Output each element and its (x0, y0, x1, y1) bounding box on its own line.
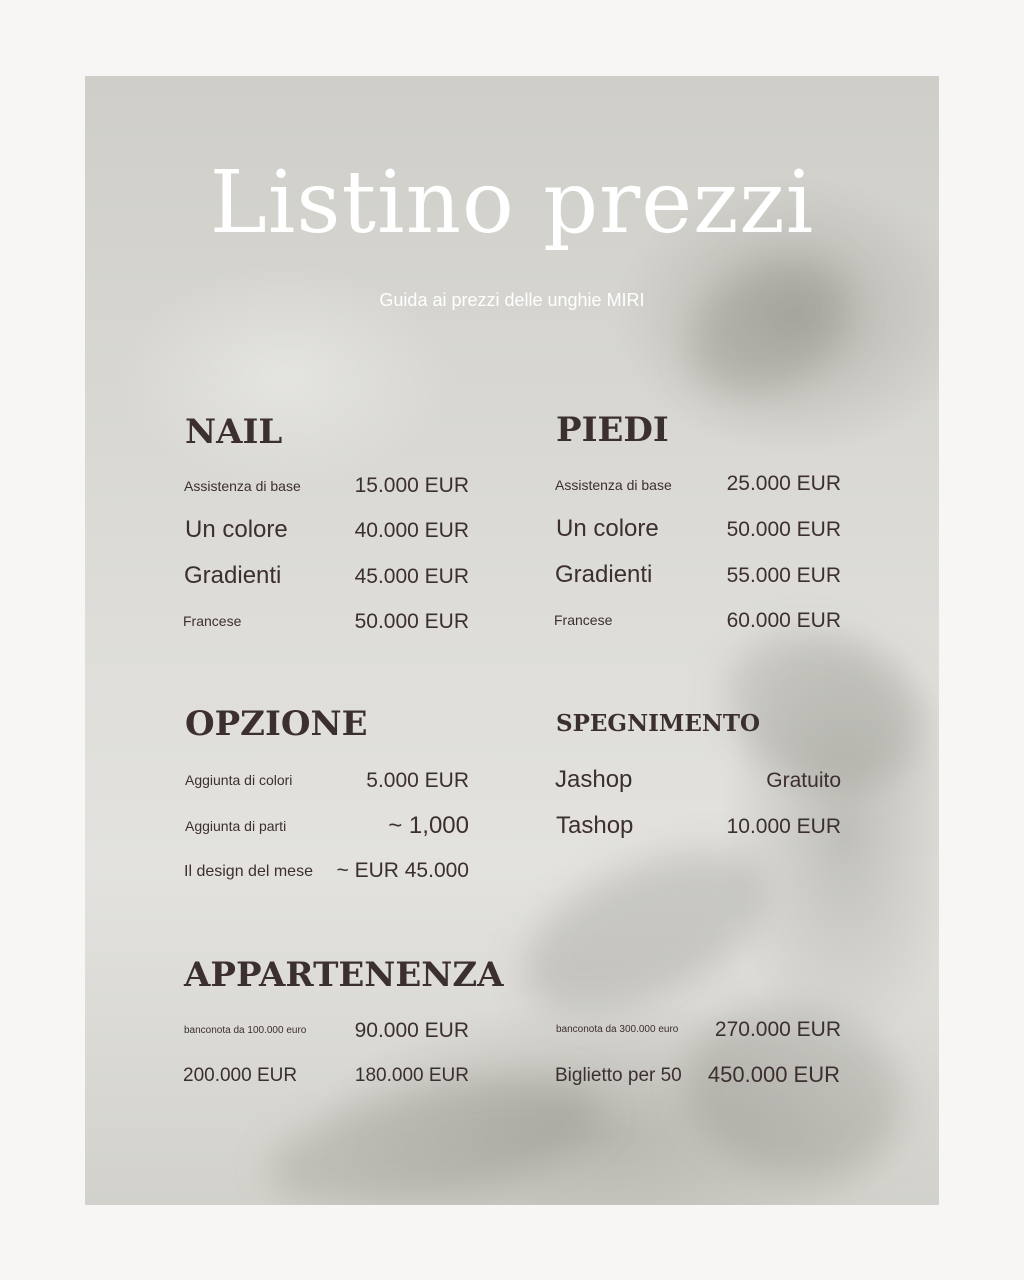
nail-item-price: 40.000 EUR (354, 519, 469, 542)
spegnimento-item-price: 10.000 EUR (726, 815, 841, 838)
page-title: Listino prezzi (209, 153, 815, 253)
nail-item-price: 45.000 EUR (354, 565, 469, 588)
nail-item-label: Un colore (185, 516, 288, 543)
opzione-item-price: ~ 1,000 (388, 812, 469, 839)
opzione-item-price: ~ EUR 45.000 (336, 859, 469, 882)
appartenenza-item-label: Biglietto per 50 (555, 1065, 682, 1086)
piedi-item-price: 60.000 EUR (726, 609, 841, 632)
nail-item-label: Francese (183, 613, 242, 629)
nail-item-price: 50.000 EUR (354, 610, 469, 633)
piedi-item-label: Gradienti (555, 561, 653, 588)
nail-item-label: Assistenza di base (184, 478, 301, 494)
spegnimento-item-label: Jashop (555, 766, 633, 793)
spegnimento-item-price: Gratuito (766, 769, 841, 792)
section-heading-nail: NAIL (185, 412, 283, 452)
appartenenza-item-price: 90.000 EUR (354, 1019, 469, 1042)
piedi-item-label: Assistenza di base (555, 477, 672, 493)
opzione-item-price: 5.000 EUR (366, 769, 469, 792)
appartenenza-item-label: 200.000 EUR (183, 1065, 298, 1086)
leaf-shadow (667, 980, 924, 1201)
piedi-item-label: Francese (554, 612, 613, 628)
section-heading-opzione: OPZIONE (185, 704, 368, 744)
page-subtitle: Guida ai prezzi delle unghie MIRI (379, 290, 645, 310)
price-list-card (85, 76, 939, 1205)
section-heading-appartenenza: APPARTENENZA (184, 955, 504, 995)
nail-item-label: Gradienti (184, 562, 282, 589)
piedi-item-price: 55.000 EUR (726, 564, 841, 587)
appartenenza-item-price: 180.000 EUR (354, 1065, 469, 1086)
appartenenza-item-price: 450.000 EUR (707, 1062, 840, 1087)
section-heading-spegnimento: SPEGNIMENTO (556, 710, 761, 737)
opzione-item-label: Aggiunta di colori (185, 772, 293, 788)
leaf-shadow (666, 232, 873, 421)
section-heading-piedi: PIEDI (556, 410, 669, 450)
opzione-item-label: Il design del mese (184, 863, 313, 880)
opzione-item-label: Aggiunta di parti (185, 818, 287, 834)
appartenenza-item-label: banconota da 100.000 euro (184, 1025, 307, 1036)
piedi-item-price: 25.000 EUR (726, 472, 841, 495)
nail-item-price: 15.000 EUR (354, 474, 469, 497)
piedi-item-label: Un colore (556, 515, 659, 542)
piedi-item-price: 50.000 EUR (726, 518, 841, 541)
spegnimento-item-label: Tashop (556, 812, 634, 839)
appartenenza-item-price: 270.000 EUR (714, 1018, 841, 1041)
appartenenza-item-label: banconota da 300.000 euro (556, 1024, 679, 1035)
